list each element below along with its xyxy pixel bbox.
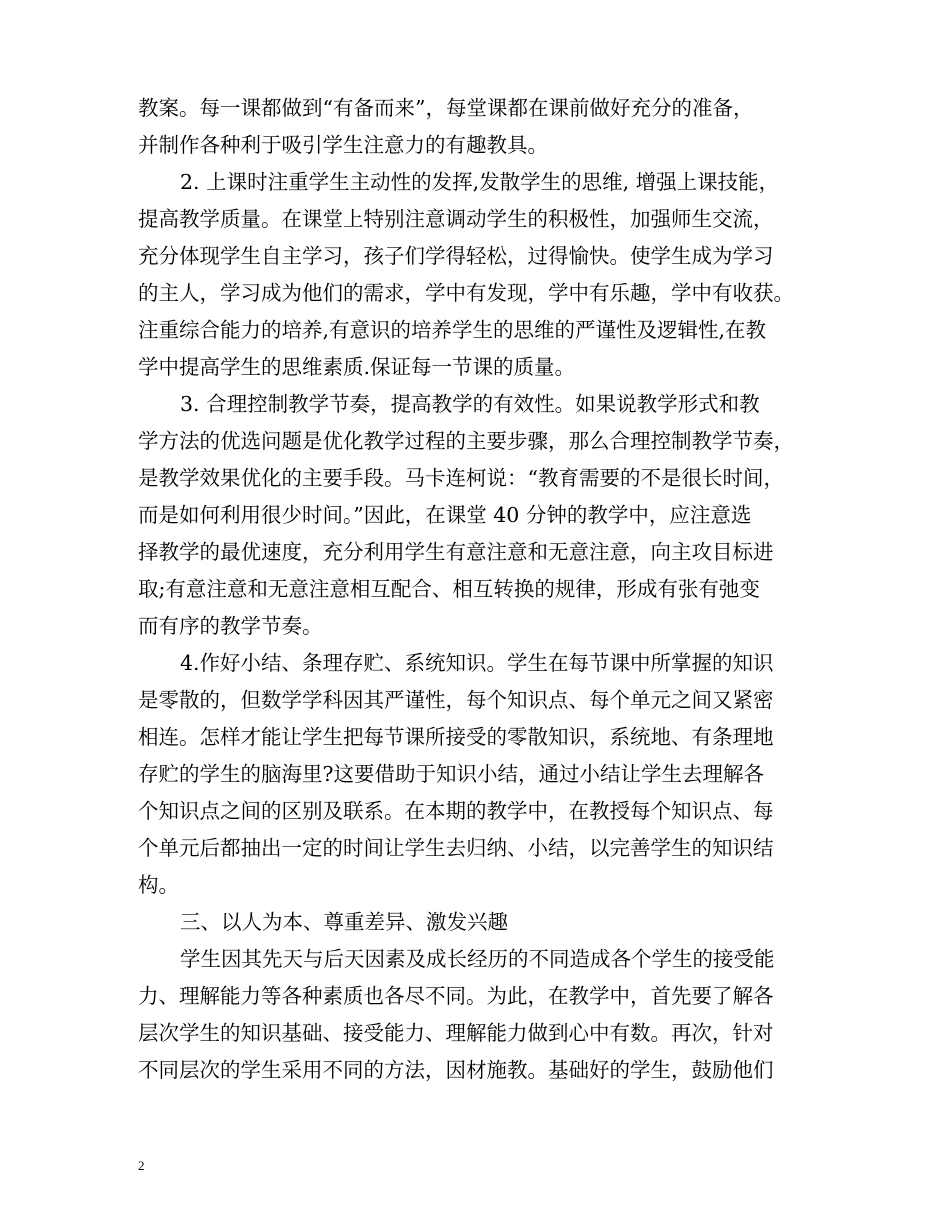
paragraph-line: 个单元后都抽出一定的时间让学生去归纳、小结，以完善学生的知识结 [138, 836, 774, 860]
section-heading: 三、以人为本、尊重差异、激发兴趣 [180, 910, 508, 934]
paragraph-line: 相连。怎样才能让学生把每节课所接受的零散知识，系统地、有条理地 [138, 725, 774, 749]
paragraph-line: 4.作好小结、条理存贮、系统知识。学生在每节课中所掌握的知识 [180, 651, 774, 675]
paragraph-line: 3. 合理控制教学节奏，提高教学的有效性。如果说教学形式和教 [180, 392, 760, 416]
paragraph-line: 而是如何利用很少时间。”因此，在课堂 40 分钟的教学中，应注意选 [138, 503, 752, 527]
paragraph-line: 2. 上课时注重学生主动性的发挥,发散学生的思维, 增强上课技能， [180, 170, 780, 194]
paragraph-line: 构。 [138, 873, 179, 897]
paragraph-line: 个知识点之间的区别及联系。在本期的教学中，在教授每个知识点、每 [138, 799, 774, 823]
paragraph-line: 充分体现学生自主学习，孩子们学得轻松，过得愉快。使学生成为学习 [138, 244, 774, 268]
paragraph-line: 择教学的最优速度，充分利用学生有意注意和无意注意，向主攻目标进 [138, 540, 774, 564]
page-number: 2 [138, 1158, 145, 1173]
paragraph-line: 而有序的教学节奏。 [138, 614, 323, 638]
paragraph-line: 学中提高学生的思维素质.保证每一节课的质量。 [138, 355, 576, 379]
paragraph-line: 取;有意注意和无意注意相互配合、相互转换的规律，形成有张有弛变 [138, 577, 760, 601]
paragraph-line: 是零散的，但数学学科因其严谨性，每个知识点、每个单元之间又紧密 [138, 688, 774, 712]
paragraph-line: 力、理解能力等各种素质也各尽不同。为此，在教学中，首先要了解各 [138, 984, 774, 1008]
paragraph-line: 注重综合能力的培养,有意识的培养学生的思维的严谨性及逻辑性,在教 [138, 318, 767, 342]
paragraph-line: 层次学生的知识基础、接受能力、理解能力做到心中有数。再次，针对 [138, 1021, 774, 1045]
paragraph-line: 提高教学质量。在课堂上特别注意调动学生的积极性，加强师生交流， [138, 207, 774, 231]
paragraph-line: 不同层次的学生采用不同的方法，因材施教。基础好的学生，鼓励他们 [138, 1058, 774, 1082]
paragraph-line: 并制作各种利于吸引学生注意力的有趣教具。 [138, 133, 548, 157]
paragraph-line: 的主人，学习成为他们的需求，学中有发现，学中有乐趣，学中有收获。 [138, 281, 794, 305]
paragraph-line: 是教学效果优化的主要手段。马卡连柯说：“教育需要的不是很长时间， [138, 466, 784, 490]
paragraph-line: 教案。每一课都做到“有备而来”，每堂课都在课前做好充分的准备， [138, 96, 754, 120]
paragraph-line: 学生因其先天与后天因素及成长经历的不同造成各个学生的接受能 [180, 947, 775, 971]
paragraph-line: 学方法的优选问题是优化教学过程的主要步骤，那么合理控制教学节奏， [138, 429, 794, 453]
paragraph-line: 存贮的学生的脑海里?这要借助于知识小结，通过小结让学生去理解各 [138, 762, 764, 786]
